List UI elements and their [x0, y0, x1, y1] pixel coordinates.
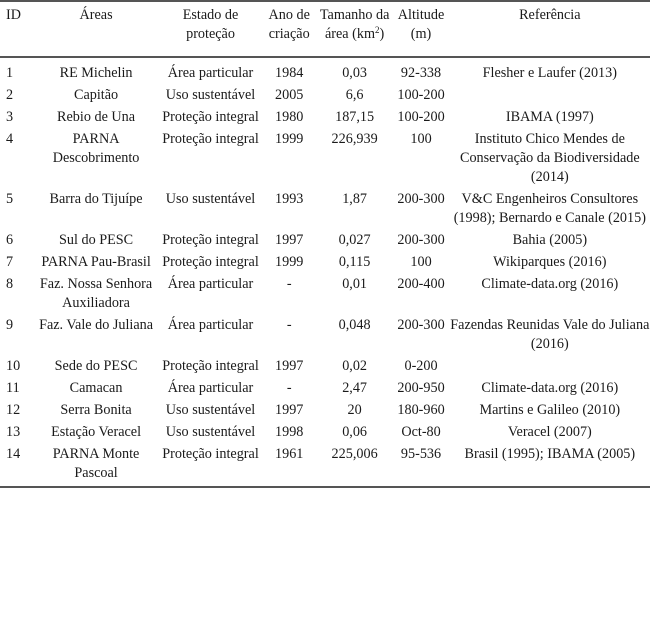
header-tamanho-close: ) — [379, 26, 385, 42]
header-row — [0, 1, 650, 57]
cell-tamanho: 0,048 — [338, 317, 371, 333]
cell-tamanho: 2,47 — [342, 380, 368, 396]
cell-tamanho: 20 — [347, 402, 362, 418]
cell-referencia: IBAMA (1997) — [505, 109, 594, 125]
cell-altitude: 200-400 — [397, 276, 445, 292]
cell-estado: Área particular — [167, 317, 254, 333]
cell-altitude: 100-200 — [397, 87, 445, 103]
table-row — [0, 86, 650, 108]
header-tamanho-superscript: 2 — [375, 25, 380, 35]
cell-area: PARNA Monte Pascoal — [52, 446, 140, 481]
cell-tamanho: 0,01 — [342, 276, 368, 292]
cell-altitude: 95-536 — [400, 446, 442, 462]
cell-referencia: Martins e Galileo (2010) — [479, 402, 621, 418]
cell-estado: Proteção integral — [162, 358, 259, 374]
cell-altitude: Oct-80 — [401, 424, 441, 440]
cell-altitude: 100-200 — [397, 109, 445, 125]
cell-area: Estação Veracel — [51, 424, 142, 440]
cell-estado: Proteção integral — [162, 254, 259, 270]
cell-ano: 1997 — [275, 358, 304, 374]
table-row — [0, 357, 650, 379]
cell-referencia: Veracel (2007) — [507, 424, 592, 440]
cell-id: 14 — [6, 446, 21, 462]
cell-id: 2 — [6, 87, 14, 103]
cell-id: 1 — [6, 65, 14, 81]
cell-ano: 1998 — [275, 424, 304, 440]
cell-estado: Proteção integral — [162, 446, 259, 462]
cell-estado: Uso sustentável — [165, 424, 256, 440]
cell-altitude: 200-300 — [397, 232, 445, 248]
cell-id: 9 — [6, 317, 14, 333]
table-row — [0, 190, 650, 231]
table-row — [0, 423, 650, 445]
cell-estado: Uso sustentável — [165, 87, 256, 103]
cell-ano: 1999 — [275, 254, 304, 270]
cell-estado: Área particular — [167, 65, 254, 81]
table-row — [0, 401, 650, 423]
cell-ano: 1993 — [275, 191, 304, 207]
cell-estado: Uso sustentável — [165, 402, 256, 418]
cell-area: Rebio de Una — [57, 109, 136, 125]
cell-area: Faz. Nossa Senhora Auxiliadora — [39, 276, 153, 311]
cell-ano: 1999 — [275, 131, 304, 147]
cell-ano: 1997 — [275, 232, 304, 248]
table-row — [0, 231, 650, 253]
cell-referencia: Climate-data.org (2016) — [481, 276, 619, 292]
cell-area: PARNA Descobrimento — [52, 131, 140, 166]
cell-referencia: Fazendas Reunidas Vale do Juliana (2016) — [450, 317, 650, 352]
cell-referencia: Wikiparques (2016) — [493, 254, 607, 270]
header-id: ID — [6, 7, 21, 23]
cell-area: Serra Bonita — [60, 402, 132, 418]
table-header — [0, 1, 650, 57]
cell-referencia: Instituto Chico Mendes de Conservação da Biodiversidade (2014) — [459, 131, 640, 185]
cell-estado: Área particular — [167, 276, 254, 292]
cell-altitude: 200-950 — [397, 380, 445, 396]
cell-id: 11 — [6, 380, 20, 396]
table-row — [0, 445, 650, 487]
header-tamanho-text: Tamanho da área (km — [319, 7, 390, 42]
cell-id: 5 — [6, 191, 14, 207]
cell-id: 13 — [6, 424, 21, 440]
cell-altitude: 180-960 — [397, 402, 445, 418]
cell-tamanho: 0,027 — [338, 232, 371, 248]
table-row — [0, 108, 650, 130]
cell-ano: 2005 — [275, 87, 304, 103]
cell-area: PARNA Pau-Brasil — [41, 254, 151, 270]
cell-tamanho: 0,115 — [338, 254, 371, 270]
header-ano: Ano de criação — [268, 7, 310, 42]
cell-id: 7 — [6, 254, 14, 270]
header-altitude: Altitude (m) — [397, 7, 445, 42]
table-row — [0, 379, 650, 401]
cell-ano: - — [286, 380, 292, 396]
header-estado: Estado de proteção — [182, 7, 239, 42]
cell-altitude: 100 — [410, 131, 432, 147]
cell-area: RE Michelin — [59, 65, 133, 81]
cell-area: Sul do PESC — [59, 232, 134, 248]
cell-ano: - — [286, 317, 292, 333]
cell-id: 3 — [6, 109, 14, 125]
header-referencia: Referência — [519, 7, 581, 23]
cell-referencia: Bahia (2005) — [512, 232, 588, 248]
table-row — [0, 316, 650, 357]
cell-altitude: 200-300 — [397, 317, 445, 333]
cell-id: 8 — [6, 276, 14, 292]
cell-tamanho: 225,006 — [331, 446, 378, 462]
cell-tamanho: 0,02 — [342, 358, 368, 374]
cell-area: Sede do PESC — [54, 358, 138, 374]
cell-referencia: Flesher e Laufer (2013) — [482, 65, 617, 81]
cell-ano: - — [286, 276, 292, 292]
cell-referencia: Brasil (1995); IBAMA (2005) — [464, 446, 636, 462]
cell-altitude: 0-200 — [404, 358, 438, 374]
cell-altitude: 100 — [410, 254, 432, 270]
cell-area: Faz. Vale do Juliana — [39, 317, 154, 333]
cell-referencia — [450, 357, 650, 379]
cell-altitude: 92-338 — [400, 65, 442, 81]
cell-tamanho: 0,03 — [342, 65, 368, 81]
table-row — [0, 253, 650, 275]
cell-estado: Proteção integral — [162, 131, 259, 147]
cell-estado: Uso sustentável — [165, 191, 256, 207]
cell-tamanho: 1,87 — [342, 191, 368, 207]
header-tamanho — [317, 1, 393, 57]
cell-tamanho: 226,939 — [331, 131, 378, 147]
cell-ano: 1980 — [275, 109, 304, 125]
cell-area: Barra do Tijuípe — [49, 191, 143, 207]
cell-estado: Proteção integral — [162, 109, 259, 125]
table-body — [0, 57, 650, 487]
cell-id: 12 — [6, 402, 21, 418]
cell-tamanho: 0,06 — [342, 424, 368, 440]
cell-tamanho: 187,15 — [335, 109, 375, 125]
cell-id: 10 — [6, 358, 21, 374]
cell-referencia: Climate-data.org (2016) — [481, 380, 619, 396]
header-area: Áreas — [79, 7, 113, 23]
cell-id: 4 — [6, 131, 14, 147]
cell-ano: 1997 — [275, 402, 304, 418]
table-row — [0, 57, 650, 86]
cell-referencia: V&C Engenheiros Consultores (1998); Bernardo e Canale (2015) — [453, 191, 646, 226]
cell-referencia — [450, 86, 650, 108]
table-row — [0, 130, 650, 190]
table-row — [0, 275, 650, 316]
cell-altitude: 200-300 — [397, 191, 445, 207]
cell-ano: 1961 — [275, 446, 304, 462]
cell-ano: 1984 — [275, 65, 304, 81]
cell-tamanho: 6,6 — [345, 87, 364, 103]
cell-id: 6 — [6, 232, 14, 248]
cell-estado: Área particular — [167, 380, 254, 396]
cell-area: Capitão — [73, 87, 119, 103]
cell-estado: Proteção integral — [162, 232, 259, 248]
cell-area: Camacan — [69, 380, 123, 396]
